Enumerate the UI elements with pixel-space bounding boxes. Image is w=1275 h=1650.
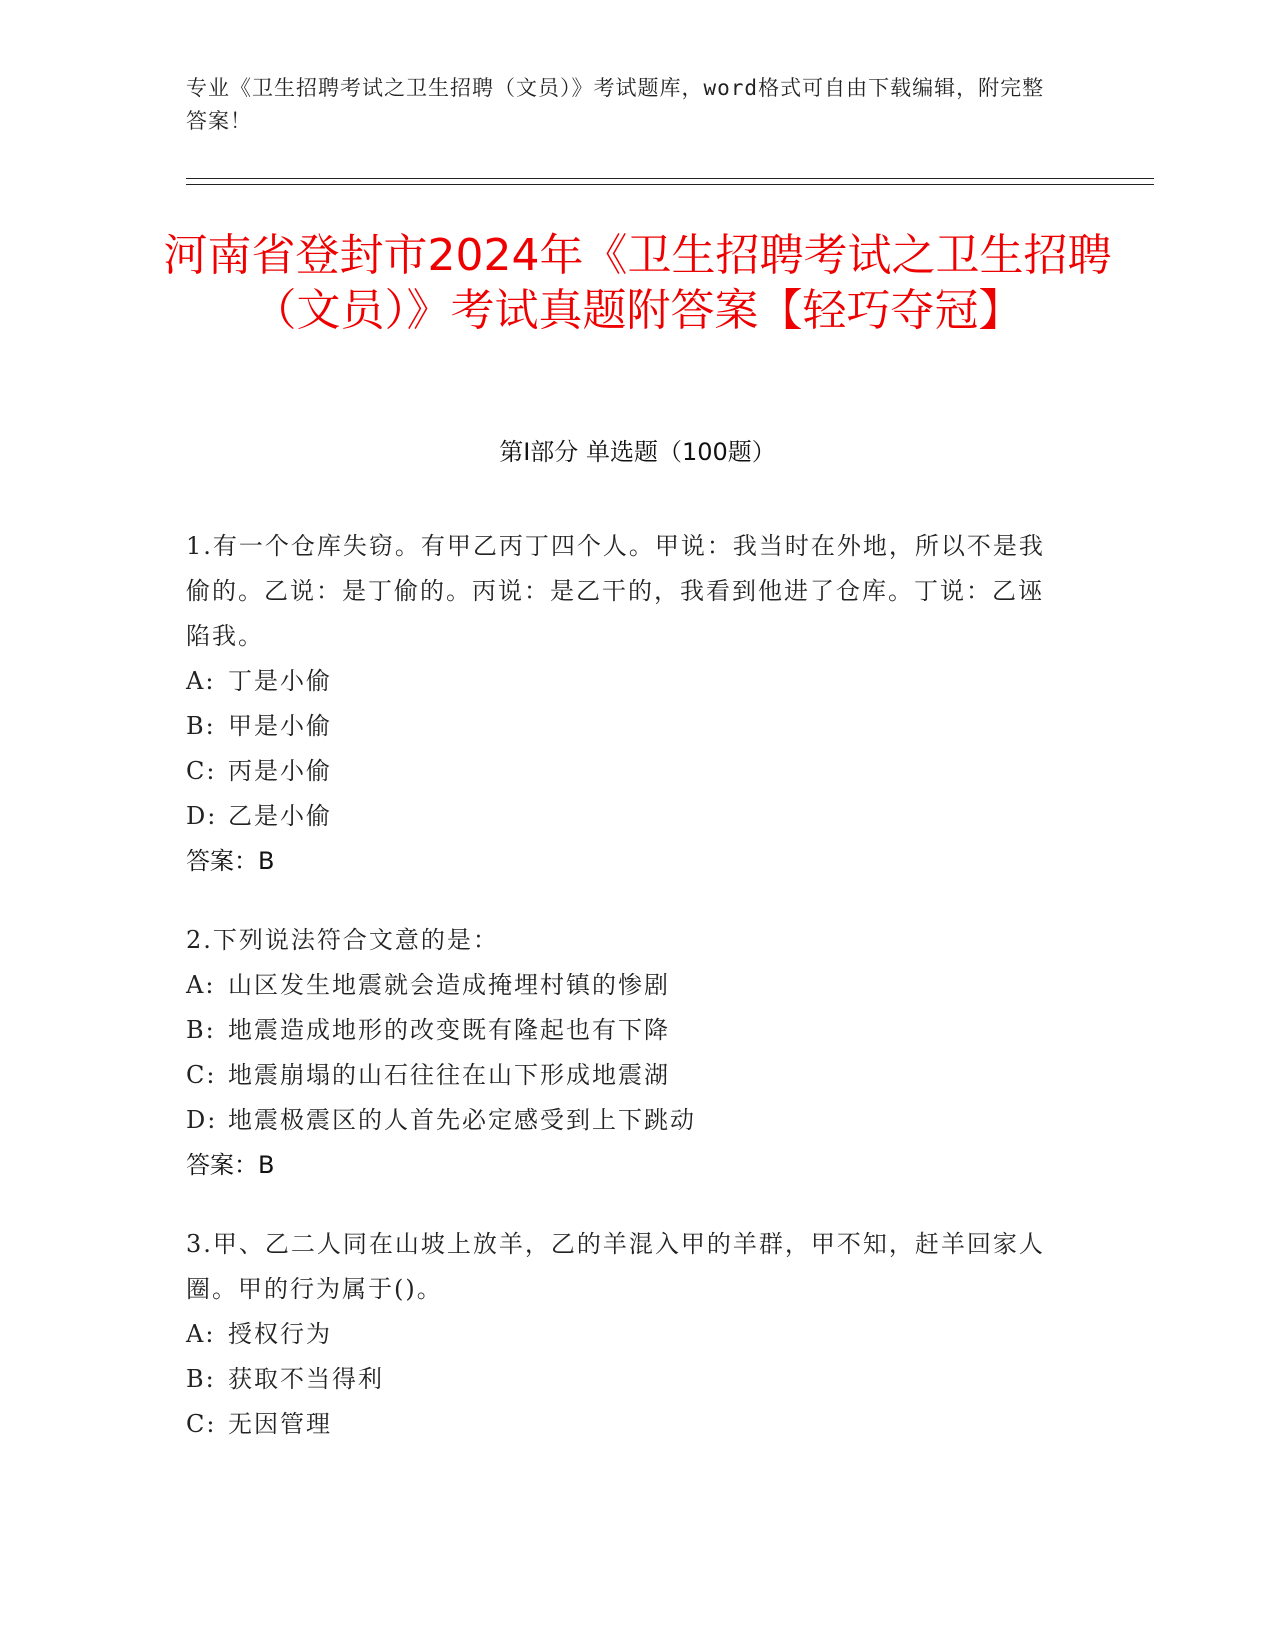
option-letter: A: <box>186 971 216 999</box>
option-letter: B: <box>186 1365 216 1393</box>
option-letter: D: <box>186 1106 218 1134</box>
option-letter: C: <box>186 1410 217 1438</box>
option-letter: D: <box>186 802 218 830</box>
question-2 <box>186 918 1066 1188</box>
question-3 <box>186 1222 1066 1447</box>
option-text: 甲是小偷 <box>228 712 332 740</box>
option-c <box>186 749 1066 794</box>
option-text: 无因管理 <box>228 1410 332 1438</box>
question-number: 3. <box>186 1230 213 1258</box>
question-number: 1. <box>186 532 213 560</box>
section-title: 第I部分 单选题（100题） <box>499 438 776 466</box>
option-letter: A: <box>186 667 216 695</box>
question-text <box>186 918 1066 963</box>
document-title: 河南省登封市2024年《卫生招聘考试之卫生招聘（文员）》考试真题附答案【轻巧夺冠】 <box>163 230 1112 336</box>
option-text: 地震崩塌的山石往往在山下形成地震湖 <box>228 1061 670 1089</box>
answer-line: 答案：B <box>186 847 275 875</box>
option-letter: C: <box>186 1061 217 1089</box>
question-text <box>186 524 1066 659</box>
option-d <box>186 794 1066 839</box>
question-text <box>186 1222 1066 1312</box>
option-text: 丙是小偷 <box>228 757 332 785</box>
question-1 <box>186 524 1066 884</box>
option-text: 地震造成地形的改变既有隆起也有下降 <box>228 1016 670 1044</box>
question-list <box>186 524 1066 1481</box>
option-c <box>186 1402 1066 1447</box>
header-divider-top <box>186 178 1154 179</box>
option-text: 乙是小偷 <box>228 802 332 830</box>
option-text: 获取不当得利 <box>228 1365 384 1393</box>
option-a <box>186 963 1066 1008</box>
option-text: 丁是小偷 <box>228 667 332 695</box>
option-a <box>186 1312 1066 1357</box>
question-stem: 下列说法符合文意的是： <box>212 926 499 954</box>
question-stem: 甲、乙二人同在山坡上放羊，乙的羊混入甲的羊群，甲不知，赶羊回家人圈。甲的行为属于()。 <box>186 1230 1045 1303</box>
option-c <box>186 1053 1066 1098</box>
option-d <box>186 1098 1066 1143</box>
answer-line: 答案：B <box>186 1151 275 1179</box>
option-a <box>186 659 1066 704</box>
option-letter: C: <box>186 757 217 785</box>
option-text: 地震极震区的人首先必定感受到上下跳动 <box>228 1106 696 1134</box>
question-stem: 有一个仓库失窃。有甲乙丙丁四个人。甲说：我当时在外地，所以不是我偷的。乙说：是丁偷的。丙说：是乙干的，我看到他进了仓库。丁说：乙诬陷我。 <box>186 532 1045 650</box>
option-letter: B: <box>186 1016 216 1044</box>
option-b <box>186 704 1066 749</box>
header-note: 专业《卫生招聘考试之卫生招聘（文员）》考试题库，word格式可自由下载编辑，附完整答案！ <box>186 76 1045 133</box>
question-number: 2. <box>186 926 213 954</box>
option-letter: A: <box>186 1320 216 1348</box>
option-text: 山区发生地震就会造成掩埋村镇的惨剧 <box>228 971 670 999</box>
option-b <box>186 1357 1066 1402</box>
header-divider-bottom <box>186 184 1154 185</box>
option-text: 授权行为 <box>228 1320 332 1348</box>
option-letter: B: <box>186 712 216 740</box>
option-b <box>186 1008 1066 1053</box>
